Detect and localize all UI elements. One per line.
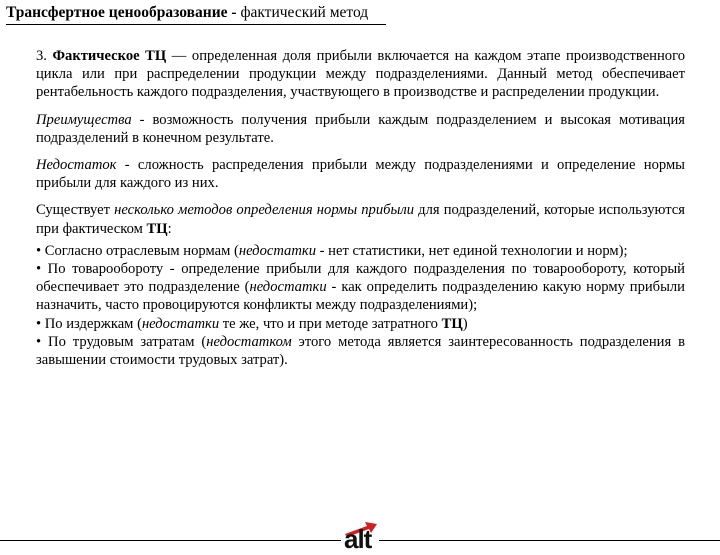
header-underline [6, 24, 386, 25]
bullet-labor [36, 333, 685, 369]
slide-title-rest: фактический метод [236, 4, 369, 21]
disadvantage-text: - сложность распределения прибыли между подразделениями и определение нормы прибыли для каждого из них. [36, 157, 685, 192]
methods-intro-mid: для подразделений, которые используются при фактическом [36, 202, 685, 237]
slide-body [36, 47, 685, 369]
bullet-text: этого метода является заинтересованность подразделения в завышении стоимости трудовых затрат). [36, 333, 685, 369]
paragraph-disadvantage [36, 156, 685, 192]
bullet-text: • По трудовым затратам ( [36, 333, 207, 350]
bullet-turnover [36, 260, 685, 315]
paragraph-methods-intro [36, 201, 685, 237]
methods-intro-pre: Существует [36, 202, 115, 219]
bullet-text: - как определить подразделению какую норму прибыли назначить, часто провоцируются конфликты между подразделениями); [36, 279, 685, 314]
advantages-text: - возможность получения прибыли каждым подразделением и высокая мотивация подразделений в конечном результате. [36, 111, 685, 146]
slide-title [6, 4, 368, 22]
bullet-text: • Согласно отраслевым нормам ( [36, 242, 239, 259]
bullet-term: недостатки [238, 242, 317, 259]
bullet-costs [36, 315, 685, 333]
bullet-term: недостатком [206, 333, 292, 350]
term-methods: несколько методов определения нормы прибыли [114, 202, 414, 219]
bullet-text: - нет статистики, нет единой технологии и норм); [316, 242, 628, 259]
paragraph-number: 3. [36, 48, 53, 64]
term-tp: ТЦ [441, 315, 463, 332]
bullet-text: • По издержкам ( [36, 315, 142, 332]
paragraph-advantages [36, 111, 685, 147]
logo-text: alt [344, 524, 372, 554]
bullet-industry-norms [36, 242, 685, 260]
slide-title-bold: Трансфертное ценообразование - [6, 4, 237, 21]
term-tp: ТЦ [146, 220, 168, 237]
term-disadvantage: Недостаток [36, 157, 117, 174]
bullet-term: недостатки [141, 315, 220, 332]
definition-text: — определенная доля прибыли включается на каждом этапе производственного цикла или при распределении продукции между подразделениями. Данный метод обеспечивает рентабельность каждого подразделения, участвующего в производстве и распределении продукции. [36, 48, 686, 101]
bullet-term: недостатки [249, 279, 327, 296]
paragraph-definition [36, 47, 685, 102]
methods-intro-end: : [167, 220, 172, 237]
bullet-text: • По товарообороту - определение прибыли для каждого подразделения по товарообороту, который обеспечивает это подразделение ( [36, 261, 685, 296]
bullet-text: ) [462, 315, 468, 332]
bullet-text: те же, что и при методе затратного [219, 315, 442, 332]
slide-header [0, 0, 720, 28]
term-advantages: Преимущества [36, 111, 132, 128]
term-actual-tp: Фактическое ТЦ [52, 48, 167, 64]
alt-logo [341, 520, 379, 555]
